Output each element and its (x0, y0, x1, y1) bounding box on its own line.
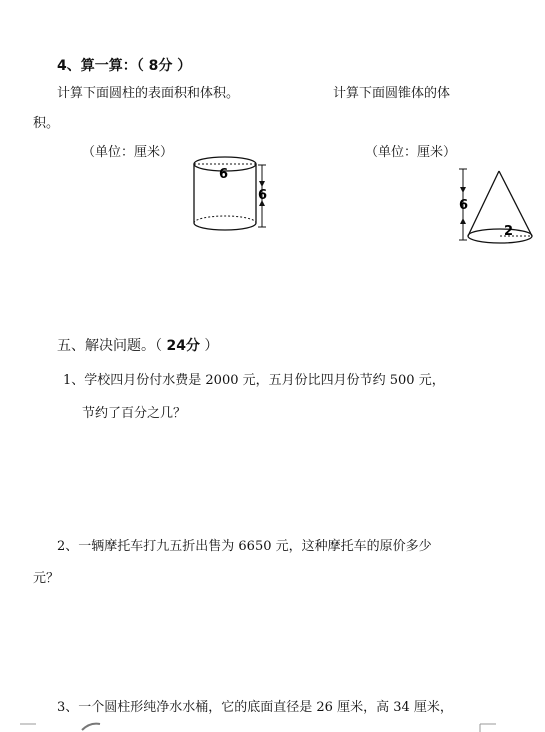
section-5-score: 24分 (166, 338, 200, 354)
section-5-title-prefix: 五、解决问题。（ (57, 338, 167, 354)
cylinder-diameter-label: 6 (219, 167, 229, 182)
question-3-line-1: 3、一个圆柱形纯净水水桶，它的底面直径是 26 厘米，高 34 厘米， (57, 700, 453, 715)
section-4-title: 4、算一算：（ 8分 ） (57, 58, 192, 74)
section-5-title (57, 335, 218, 355)
question-1-line-2: 节约了百分之几？ (82, 406, 187, 421)
cylinder-task-text: 计算下面圆柱的表面积和体积。 (57, 86, 240, 101)
cylinder-height-label: 6 (258, 188, 268, 203)
section-5-title-suffix: ） (199, 338, 219, 354)
cylinder-figure (186, 150, 276, 235)
unit-label-cylinder: （单位：厘米） (82, 145, 174, 160)
cone-figure (452, 163, 542, 248)
cone-radius-label: 2 (504, 224, 514, 239)
unit-label-cone: （单位：厘米） (365, 145, 457, 160)
cone-task-text: 计算下面圆锥体的体 (333, 86, 451, 101)
question-2-line-1: 2、一辆摩托车打九五折出售为 6650 元，这种摩托车的原价多少 (57, 539, 432, 554)
question-2-line-2: 元？ (33, 571, 60, 586)
question-1-line-1: 1、学校四月份付水费是 2000 元，五月份比四月份节约 500 元， (63, 373, 445, 388)
cone-height-label: 6 (459, 198, 469, 213)
page-margin-marks (0, 718, 545, 732)
cone-task-text-continued: 积。 (33, 116, 60, 131)
